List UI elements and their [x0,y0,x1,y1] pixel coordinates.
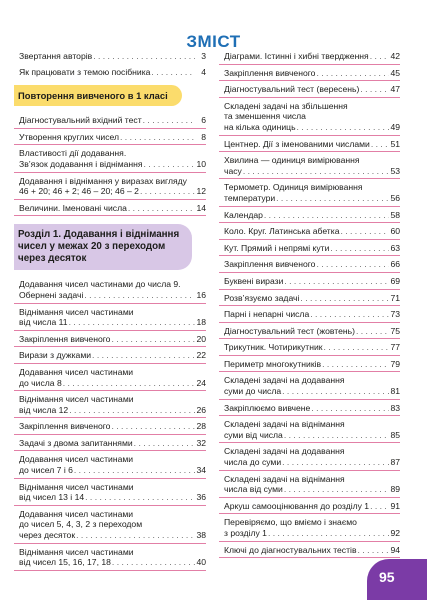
toc-entry-title-line: Кут. Прямий і непрямі кути [224,242,330,253]
dot-leader [370,501,389,512]
dot-leader [76,530,195,541]
toc-entry-title-line: з розділу 1 [224,528,267,538]
toc-entry-page: 63 [390,242,400,253]
toc-entry [219,443,400,470]
toc-entry-last-line [224,545,400,556]
toc-entry-last-line [224,259,400,270]
toc-entry [14,304,206,331]
toc-entry [219,98,400,136]
dot-leader [63,378,195,389]
toc-entry-title-line: Додавання чисел частинами до числа 9. [19,279,181,290]
toc-entry-page: 91 [390,500,400,511]
toc-entry-page: 77 [390,342,400,353]
toc-entry-last-line [19,557,206,568]
toc-entry [14,129,206,146]
toc-entry [14,276,206,303]
toc-entry-title-line: Зв’язок додавання і віднімання [19,158,143,169]
toc-entry-last-line [19,290,206,301]
section-heading-line: Розділ 1. Додавання і віднімання [18,229,180,241]
toc-entry-last-line [224,484,400,495]
toc-entry-last-line [224,226,400,237]
toc-entry-title-line: на кілька одиниць [224,121,296,132]
toc-entry-page: 6 [201,115,206,126]
toc-entry-page: 3 [201,51,206,61]
toc-entry-page: 16 [196,289,206,300]
toc-entry-last-line [19,492,206,503]
toc-entry-page: 53 [390,165,400,176]
dot-leader [300,293,389,304]
toc-entry-title-line: Діагностувальний тест (вересень) [224,84,360,95]
dot-leader [111,334,195,345]
dot-leader [282,386,389,397]
toc-entry-title-line: до чисел 7 і 6 [19,465,73,476]
dot-leader [69,405,195,416]
toc-entry-page: 81 [390,386,400,397]
toc-entry-title-line: Як працювати з темою посібника [19,66,151,77]
dot-leader [112,557,195,568]
toc-entry-title-line: Діагностувальний тест (жовтень) [224,325,355,336]
toc-entry [219,471,400,498]
toc-entry-title-line: Задачі з двома запитаннями [19,437,133,448]
toc-entry [14,451,206,478]
toc-entry-page: 56 [390,192,400,203]
toc-entry [219,400,400,417]
toc-entry [219,356,400,373]
toc-entry-page: 58 [390,209,400,220]
toc-entry [219,498,400,515]
toc-entry-last-line [224,84,400,95]
toc-entry-last-line [19,530,206,541]
toc-entry-title-line: Складені задачі на віднімання [224,419,345,430]
toc-entry [14,479,206,506]
toc-entry [14,173,206,200]
toc-entry-title-line: Буквені вирази [224,275,284,286]
toc-entry-title-line: температури [224,192,276,203]
dot-leader [322,359,389,370]
toc-entry-last-line [19,421,206,432]
toc-entry-last-line [224,342,400,353]
dot-leader [330,243,389,254]
toc-entry-last-line [224,457,400,468]
dot-leader [151,67,195,78]
toc-entry-title-line: до чисел 5, 4, 3, 2 з переходом [19,519,143,530]
toc-entry [14,506,206,544]
toc-entry-last-line [224,501,400,512]
toc-entry [14,112,206,129]
toc-entry-page: 45 [390,67,400,78]
toc-entry-title-line: Термометр. Одиниця вимірювання [224,182,363,193]
toc-entry [219,152,400,179]
dot-leader [128,203,195,214]
toc-entry-title-line: Закріплення вивченого [19,333,111,344]
toc-entry-title-line: суми до числа [224,386,282,397]
toc-entry-page: 26 [196,404,206,415]
toc-entry-last-line [224,326,400,337]
toc-entry-last-line [224,139,400,150]
toc-entry-page: 94 [390,544,400,555]
toc-entry-title-line: Аркуш самооцінювання до розділу 1 [224,500,370,511]
toc-entry-title-line: через десяток [19,530,76,541]
toc-entry-last-line [19,350,206,361]
dot-leader [69,317,195,328]
page-number: 95 [379,569,395,585]
toc-entry-title-line: від числа 11 [19,317,68,328]
dot-leader [284,484,389,495]
toc-entry-title-line: Величини. Іменовані числа [19,202,127,213]
toc-entry-page: 12 [196,186,206,197]
dot-leader [111,421,195,432]
toc-entry-title-line: Закріплення вивченого [224,67,316,78]
toc-entry-title-line: Перевіряємо, що вміємо і знаємо [224,517,357,528]
toc-entry [14,331,206,348]
dot-leader [92,350,195,361]
toc-entry-last-line [224,51,400,62]
toc-entry-title-line: Парні і непарні числа [224,309,310,320]
toc-group-chapter-1 [14,276,206,570]
toc-entry-last-line [19,378,206,389]
toc-entry-last-line [224,68,400,79]
toc-entry-page: 4 [201,66,206,77]
toc-entry [219,136,400,153]
section-heading-review [14,85,206,106]
toc-entry-title-line: числа від суми [224,484,283,495]
toc-right-column [219,48,400,558]
page-title: ЗМІСТ [186,32,241,51]
toc-entry-title-line: до числа 8 [19,377,62,388]
toc-entry [219,290,400,307]
page-number-badge [367,559,427,600]
toc-entry-title-line: Діаграми. Істинні і хибні твердження [224,51,369,61]
toc-entry-title-line: Розв’язуємо задачі [224,292,300,303]
toc-entry-title-line: Вирази з дужками [19,350,92,361]
toc-entry-page: 20 [196,333,206,344]
toc-entry-last-line [19,438,206,449]
toc-entry-title-line: Віднімання чисел частинами [19,546,134,557]
toc-entry-last-line [224,293,400,304]
toc-entry [219,256,400,273]
toc-entry [219,416,400,443]
toc-entry [219,306,400,323]
toc-entry-page: 8 [201,131,206,142]
toc-entry-title-line: від числа 12 [19,404,69,415]
toc-entry-last-line [19,465,206,476]
toc-entry-last-line [19,67,206,78]
dot-leader [84,290,195,301]
toc-entry-page: 47 [390,84,400,95]
toc-left-column [14,48,206,571]
toc-group-right [219,48,400,558]
toc-entry-last-line [224,430,400,441]
toc-entry-last-line [19,334,206,345]
toc-entry-last-line [224,276,400,287]
toc-entry-title-line: Обернені задачі [19,289,84,300]
toc-entry [219,65,400,82]
toc-entry-page: 49 [390,121,400,132]
toc-entry-title-line: Додавання чисел частинами [19,366,134,377]
toc-entry-page: 71 [390,292,400,303]
toc-entry-page: 14 [196,202,206,213]
toc-entry-page: 89 [390,484,400,495]
toc-entry-last-line [224,403,400,414]
toc-entry [14,544,206,571]
dot-leader [134,438,195,449]
dot-leader [360,84,389,95]
toc-entry-last-line [224,309,400,320]
toc-entry-last-line [224,243,400,254]
section-heading-line: чисел у межах 20 з переходом [18,241,166,253]
toc-entry-title-line: Закріплюємо вивчене [224,402,311,413]
toc-entry-page: 10 [196,158,206,169]
dot-leader [316,68,389,79]
toc-entry-page: 75 [390,325,400,336]
toc-entry [219,223,400,240]
toc-entry-last-line [224,386,400,397]
toc-entry-page: 60 [390,226,400,237]
dot-leader [276,193,389,204]
toc-entry-title-line: Коло. Круг. Латинська абетка [224,226,340,237]
toc-entry-last-line [224,528,400,539]
toc-entry-page: 22 [196,350,206,361]
toc-entry [219,48,400,65]
toc-entry-page: 79 [390,358,400,369]
dot-leader [243,166,389,177]
toc-entry-title-line: числа до суми [224,457,282,468]
toc-entry [219,323,400,340]
dot-leader [268,528,389,539]
toc-entry [14,347,206,364]
toc-entry-title-line: від чисел 13 і 14 [19,492,85,503]
toc-entry-last-line [19,115,206,126]
toc-entry-title-line: Закріплення вивченого [19,421,111,432]
dot-leader [316,259,389,270]
toc-entry [219,240,400,257]
toc-entry-title-line: Звертання авторів [19,51,93,61]
toc-entry-title-line: Закріплення вивченого [224,259,316,270]
toc-entry-last-line [19,51,206,62]
section-heading-chapter-1 [14,224,192,270]
toc-group-review [14,112,206,216]
toc-entry [219,273,400,290]
toc-entry-page: 85 [390,429,400,440]
dot-leader [284,430,389,441]
toc-entry [14,418,206,435]
dot-leader [85,492,195,503]
toc-entry [14,64,206,80]
toc-entry-last-line [19,203,206,214]
toc-entry-title-line: часу [224,165,242,176]
toc-entry-page: 40 [196,557,206,568]
dot-leader [140,186,195,197]
toc-entry [14,391,206,418]
toc-entry-title-line: Периметр многокутників [224,358,322,369]
toc-entry-title-line: 46 + 20; 46 + 2; 46 – 20; 46 – 2 [19,186,139,197]
toc-entry-page: 38 [196,530,206,541]
toc-entry-last-line [19,159,206,170]
toc-entry-last-line [224,166,400,177]
dot-leader [324,342,389,353]
toc-entry-title-line: Хвилина — одиниця вимірювання [224,155,360,166]
dot-leader [74,465,195,476]
toc-entry-title-line: суми від числа [224,429,283,440]
dot-leader [143,115,195,126]
section-heading-line: через десяток [18,253,87,265]
toc-entry-title-line: Утворення круглих чисел [19,131,120,142]
toc-entry-page: 92 [390,528,400,538]
dot-leader [93,51,195,62]
toc-entry-page: 69 [390,275,400,286]
toc-entry-title-line: Складені задачі на збільшення [224,100,348,111]
section-heading-review-label: Повторення вивченого в 1 класі [14,85,182,106]
toc-entry-title-line: від чисел 15, 16, 17, 18 [19,557,111,568]
toc-entry [219,81,400,98]
dot-leader [310,309,389,320]
toc-entry [219,207,400,224]
dot-leader [358,545,389,556]
toc-entry-title-line: Центнер. Дії з іменованими числами [224,138,370,149]
toc-entry-page: 51 [390,138,400,149]
toc-entry-last-line [19,132,206,143]
toc-entry-title-line: Додавання чисел частинами [19,454,134,465]
toc-entry-page: 32 [196,437,206,448]
toc-entry-last-line [19,405,206,416]
dot-leader [371,139,389,150]
toc-entry [219,179,400,206]
toc-entry [14,48,206,64]
dot-leader [144,159,195,170]
toc-entry [219,514,400,541]
toc-entry-title-line: Трикутник. Чотирикутник [224,342,323,353]
toc-entry-title-line: Додавання і віднімання у виразах вигляду [19,175,187,186]
toc-entry [219,372,400,399]
toc-entry-title-line: Складені задачі на додавання [224,446,345,457]
toc-entry [14,364,206,391]
toc-entry-last-line [224,359,400,370]
toc-entry-page: 34 [196,465,206,476]
toc-entry-title-line: Віднімання чисел частинами [19,394,134,405]
toc-entry-title-line: Ключі до діагностувальних тестів [224,544,357,555]
toc-entry-title-line: та зменшення числа [224,111,306,122]
toc-entry-title-line: Властивості дії додавання. [19,148,127,159]
toc-entry [14,200,206,217]
dot-leader [264,210,389,221]
dot-leader [370,51,389,62]
toc-entry-page: 66 [390,259,400,270]
toc-entry-title-line: Додавання чисел частинами [19,508,134,519]
toc-entry-page: 28 [196,421,206,432]
toc-entry-title-line: Віднімання чисел частинами [19,481,134,492]
toc-entry-last-line [19,186,206,197]
toc-entry-page: 87 [390,457,400,468]
dot-leader [356,326,389,337]
toc-entry-title-line: Календар [224,209,263,220]
toc-entry-last-line [19,317,206,328]
toc-entry-last-line [224,193,400,204]
dot-leader [120,132,195,143]
toc-entry [219,542,400,559]
toc-entry-title-line: Віднімання чисел частинами [19,306,134,317]
dot-leader [297,122,389,133]
dot-leader [311,403,389,414]
toc-group-intro [14,48,206,79]
toc-entry-page: 36 [196,492,206,503]
toc-entry-last-line [224,210,400,221]
toc-entry-page: 42 [390,51,400,61]
toc-entry [219,339,400,356]
toc-entry [14,435,206,452]
toc-entry-page: 73 [390,309,400,320]
dot-leader [340,226,389,237]
toc-entry-title-line: Складені задачі на віднімання [224,473,345,484]
toc-entry [14,145,206,172]
toc-entry-title-line: Діагностувальний вхідний тест [19,115,142,126]
toc-entry-page: 24 [196,377,206,388]
toc-entry-last-line [224,122,400,133]
dot-leader [284,276,389,287]
toc-entry-title-line: Складені задачі на додавання [224,375,345,386]
toc-entry-page: 83 [390,402,400,413]
dot-leader [282,457,389,468]
toc-entry-page: 18 [196,317,206,328]
